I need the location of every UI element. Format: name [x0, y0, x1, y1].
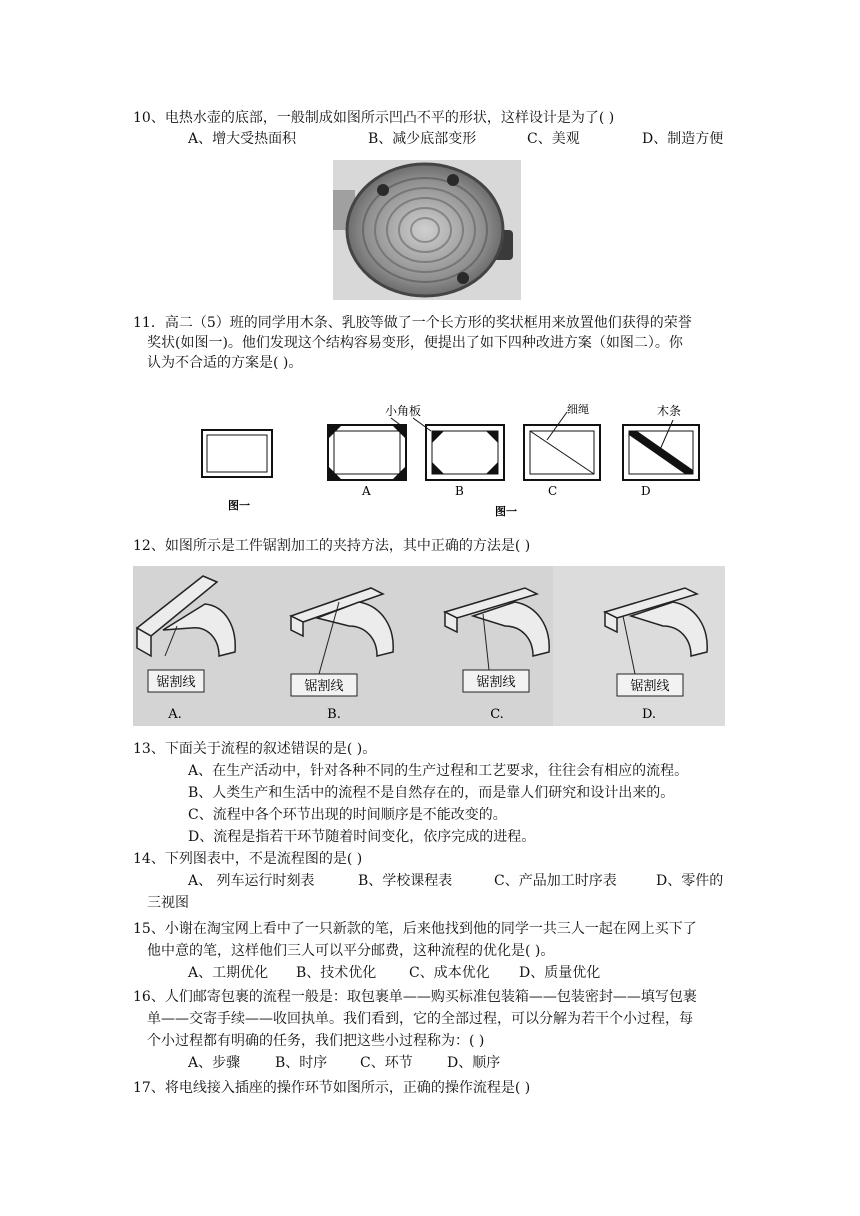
q11-option-a-label: A: [362, 484, 371, 498]
q16-line1: 16、人们邮寄包裹的流程一般是：取包裹单——购买标准包装箱——包装密封——填写包裹: [133, 989, 697, 1005]
q11-option-d-label: D: [641, 484, 651, 498]
q16-option-a: A、步骤: [188, 1055, 241, 1071]
q16-option-c: C、环节: [360, 1055, 413, 1071]
frame-diagram: [195, 400, 715, 525]
q10-option-a: A、增大受热面积: [188, 131, 297, 147]
q15-option-d: D、质量优化: [519, 965, 601, 981]
q12-saw-label-d: 锯割线: [630, 679, 670, 694]
q11-line1: 11．高二（5）班的同学用木条、乳胶等做了一个长方形的奖状框用来放置他们获得的荣誉: [133, 315, 692, 331]
q12-option-d-label: D.: [641, 707, 657, 722]
q12-option-a-label: A.: [168, 707, 182, 722]
sawing-clamp-photo: [133, 566, 725, 726]
q14-stem: 14、下列图表中，不是流程图的是( ): [133, 851, 363, 867]
q10-stem: 10、电热水壶的底部，一般制成如图所示凹凸不平的形状，这样设计是为了( ): [133, 110, 615, 126]
q13-option-c: C、流程中各个环节出现的时间顺序是不能改变的。: [188, 807, 507, 823]
q14-option-a: A、 列车运行时刻表: [188, 873, 315, 889]
q11-option-b-label: B: [455, 484, 464, 498]
q10-option-c: C、美观: [527, 131, 580, 147]
q11-option-c-label: C: [548, 484, 558, 498]
caption-figure2: 图一: [495, 505, 517, 518]
label-corner: 小角板: [385, 404, 422, 418]
q12-stem: 12、如图所示是工件锯割加工的夹持方法，其中正确的方法是( ): [133, 538, 531, 554]
q10-option-d: D、制造方便: [642, 131, 724, 147]
kettle-bottom-photo: [333, 160, 521, 300]
q16-line2: 单——交寄手续——收回执单。我们看到，它的全部过程，可以分解为若干个小过程，每: [147, 1011, 693, 1027]
q12-saw-label-a: 锯割线: [156, 675, 196, 690]
q13-stem: 13、下面关于流程的叙述错误的是( )。: [133, 741, 377, 757]
q16-option-d: D、顺序: [447, 1055, 501, 1071]
q12-saw-label-c: 锯割线: [476, 675, 516, 690]
q15-line1: 15、小谢在淘宝网上看中了一只新款的笔，后来他找到他的同学一共三人一起在网上买下了: [133, 921, 697, 937]
q15-line2: 他中意的笔，这样他们三人可以平分邮费，这种流程的优化是( )。: [147, 943, 555, 959]
q14-option-d-wrap: 三视图: [147, 895, 189, 911]
q17-stem: 17、将电线接入插座的操作环节如图所示，正确的操作流程是( ): [133, 1080, 531, 1096]
caption-figure1: 图一: [228, 499, 250, 512]
q15-option-a: A、工期优化: [188, 965, 269, 981]
q11-line3: 认为不合适的方案是( )。: [147, 355, 303, 371]
label-stick: 木条: [657, 404, 682, 418]
q12-option-c-label: C.: [490, 707, 504, 722]
q12-option-b-label: B.: [327, 707, 341, 722]
q10-option-b: B、减少底部变形: [368, 131, 477, 147]
q14-option-d: D、零件的: [656, 873, 724, 889]
q15-option-b: B、技术优化: [296, 965, 377, 981]
q16-line3: 个小过程都有明确的任务，我们把这些小过程称为：( ): [147, 1033, 485, 1049]
q13-option-a: A、在生产活动中，针对各种不同的生产过程和工艺要求，往往会有相应的流程。: [188, 763, 689, 779]
label-rope: 细绳: [567, 403, 589, 416]
q14-option-b: B、学校课程表: [358, 873, 453, 889]
q16-option-b: B、时序: [275, 1055, 328, 1071]
q15-option-c: C、成本优化: [409, 965, 490, 981]
q13-option-d: D、流程是指若干环节随着时间变化，依序完成的进程。: [188, 829, 536, 845]
q14-option-c: C、产品加工时序表: [494, 873, 617, 889]
q13-option-b: B、人类生产和生活中的流程不是自然存在的，而是靠人们研究和设计出来的。: [188, 785, 675, 801]
q11-line2: 奖状(如图一)。他们发现这个结构容易变形，便提出了如下四种改进方案（如图二）。你: [147, 335, 683, 351]
q12-saw-label-b: 锯割线: [304, 679, 344, 694]
